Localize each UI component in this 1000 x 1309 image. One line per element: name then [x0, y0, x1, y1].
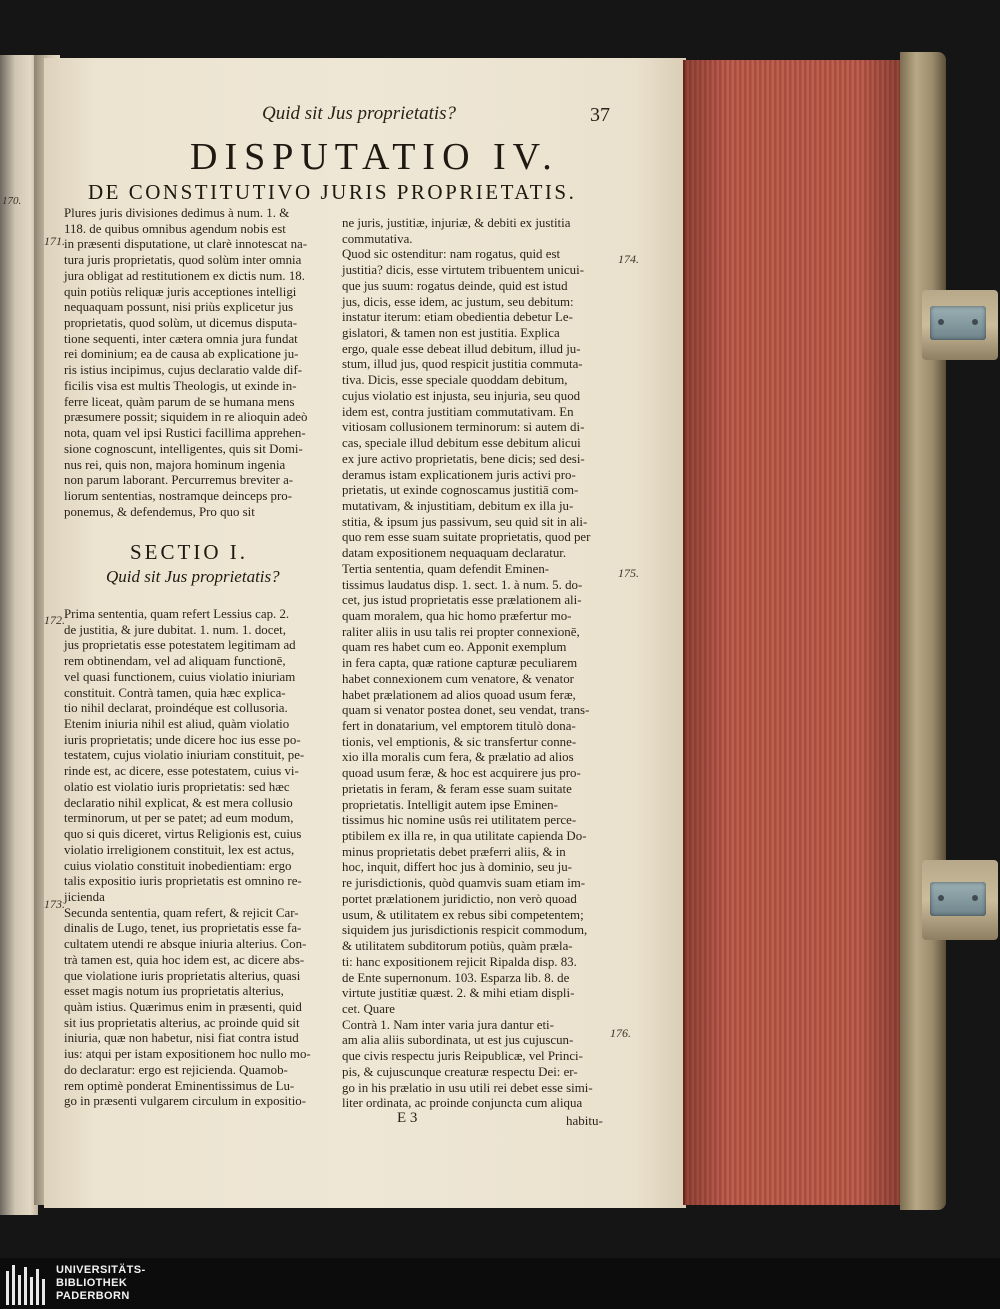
text-line: datam expositionem nequaquam declaratur.	[342, 546, 567, 561]
text-line: Plures juris divisiones dedimus à num. 1. &	[64, 206, 290, 220]
text-line: rinde est, ac dicere, esse potestatem, cuius vi-	[64, 764, 299, 779]
text-line: hoc, inquit, differt hoc jus à dominio, seu ju-	[342, 860, 572, 875]
text-line: testatem, cujus violatio iniuriam constituit, pe-	[64, 748, 305, 763]
text-line: ptibilem ex illa re, in qua utilitate capienda Do-	[342, 829, 587, 844]
text-line: nus rei, quis non, majora hominum ingenia	[64, 457, 286, 472]
text-line: violatio irreligionem constituit, lex est actus,	[64, 842, 295, 857]
text-line: sione cognoscunt, intelligentes, quis sit Domi-	[64, 441, 303, 456]
text-line: rei dominium; ea de causa ab explicatione ju-	[64, 347, 299, 362]
text-line: que civis respectu juris Reipublicæ, vel Princi-	[342, 1049, 583, 1064]
page-block-shadow	[683, 60, 905, 1205]
text-line: prietatis, ut exinde cognoscamus justitiā com-	[342, 483, 579, 498]
text-line: in fera capta, quæ ratione capturæ peculiarem	[342, 656, 578, 671]
text-line: sit ius proprietatis alterius, ac proinde quid sit	[64, 1015, 300, 1030]
margin-number: 173.	[44, 897, 65, 911]
text-line: rem obtinendam, vel ad aliquam functionē,	[64, 654, 286, 669]
text-line: ti: hanc expositionem rejicit Ripalda disp. 83.	[342, 954, 577, 969]
upper-clasp-plate	[930, 306, 986, 340]
text-line: constituit. Contrà tamen, quia hæc explica-	[64, 685, 286, 700]
text-line: tiva. Dicis, esse speciale quoddam debitum,	[342, 373, 568, 388]
text-line: ex jure activo proprietatis, bene dicis; sed desi-	[342, 451, 585, 466]
text-line: siquidem jus jurisdictionis respicit commodum,	[342, 923, 588, 938]
text-line: terminorum, ut per se patet; ad eum modum,	[64, 811, 294, 826]
text-line: go in his prælatio in usu utili rei debet esse simi-	[342, 1080, 593, 1095]
text-line: ergo, quale esse debeat illud debitum, illud ju-	[342, 341, 581, 356]
text-line: Secunda sententia, quam refert, & rejicit Car-	[64, 905, 299, 920]
text-line: ficilis visa est multis Theologis, ut exinde in-	[64, 378, 297, 393]
text-line: cujus violatio est injusta, seu injuria, seu quod	[342, 388, 581, 403]
text-line: tione sequenti, inter cætera omnia jura fundat	[64, 331, 298, 346]
text-line: ferre liceat, quàm parum de se humana mens	[64, 394, 295, 409]
text-line: vel quasi functionem, cuius violatio iniuriam	[64, 669, 296, 684]
signature-mark: E 3	[397, 1110, 418, 1126]
text-line: quàm istius. Quærimus enim in præsenti, quid	[64, 999, 302, 1014]
text-line: proprietatis, quod solùm, ut dicemus disputa-	[64, 316, 298, 331]
text-line: declaratio nihil explicat, & est mera collusio	[64, 795, 293, 810]
text-line: go in præsenti vulgarem circulum in expositio-	[64, 1094, 307, 1109]
library-logo-icon	[6, 1263, 50, 1305]
text-line: Quod sic ostenditur: nam rogatus, quid est	[342, 247, 561, 262]
text-line: prietatis in feram, & feram esse suam suitate	[342, 781, 572, 796]
text-line: gislatori, & tamen non est justitia. Explica	[342, 326, 560, 341]
text-line: instatur iterum: etiam obedientia debetur Le-	[342, 310, 573, 325]
text-line: esset magis notum ius proprietatis alterius,	[64, 984, 284, 999]
margin-number: 176.	[610, 1026, 631, 1040]
text-line: Etenim iniuria nihil est aliud, quàm violatio	[64, 717, 290, 732]
text-line: iuris proprietatis; unde dicere hoc ius esse po-	[64, 732, 301, 747]
text-line: pis, & cujuscunque creaturæ respectu Dei: er-	[342, 1064, 578, 1079]
disputation-subtitle: DE CONSTITUTIVO JURIS PROPRIETATIS.	[88, 180, 577, 204]
text-line: commutativa.	[342, 231, 413, 246]
text-line: habet connexionem cum venatore, & venator	[342, 671, 574, 686]
text-line: quin potiùs reliquæ juris acceptiones intelligi	[64, 284, 297, 299]
text-line: am alia aliis subordinata, ut est jus cujuscun-	[342, 1033, 574, 1048]
text-line: ponemus, & defendemus, Pro quo sit	[64, 504, 255, 519]
library-logo-text	[56, 1264, 146, 1303]
text-line: tura juris proprietatis, quod solùm inter omnia	[64, 253, 302, 268]
text-line: quam si venator postea donet, seu vendat, trans-	[342, 703, 590, 718]
text-line: nota, quam vel ipsi Rustici facillima apprehen-	[64, 426, 306, 441]
text-line: Contrà 1. Nam inter varia jura dantur eti-	[342, 1017, 554, 1032]
text-line: cultatem utendi re absque iniuria alterius. Con-	[64, 937, 307, 952]
text-line: tionis, vel emptionis, & sic transfertur conne-	[342, 734, 577, 749]
text-line: jura obligat ad restitutionem ex dictis num. 18.	[64, 268, 305, 283]
column-b	[342, 216, 608, 1112]
margin-number: 171.	[44, 234, 65, 248]
text-line: deramus istam explicationem juris activi pro-	[342, 467, 576, 482]
book-cover-edge	[900, 52, 946, 1210]
text-line: ius: atqui per istam expositionem hoc nullo mo-	[64, 1047, 311, 1062]
text-line: cet. Quare	[342, 1001, 395, 1016]
text-line: & utilitatem subditorum potiùs, quàm præla-	[342, 939, 573, 954]
text-line: mutativam, & injustitiam, debitum ex illa ju-	[342, 498, 574, 513]
text-line: cas, speciale illud debitum esse debitum alicui	[342, 436, 581, 451]
text-line: jicienda	[64, 889, 105, 904]
text-line: raliter aliis in usu talis rei propter connexionē,	[342, 624, 580, 639]
page-number: 37	[590, 104, 610, 126]
section-subheading: Quid sit Jus proprietatis?	[106, 567, 280, 586]
text-line: idem est, contra justitiam commutativam. En	[342, 404, 574, 419]
text-line: quo si quis diceret, virtus Religionis est, cuius	[64, 827, 302, 842]
text-line: 118. de quibus omnibus agendum nobis est	[64, 221, 286, 236]
left-page-margin-number: 170.	[2, 195, 22, 207]
text-line: iniuria, quæ non habetur, nisi fiat contra istud	[64, 1031, 299, 1046]
text-line: stum, illud jus, quod respicit justitia commuta-	[342, 357, 583, 372]
text-line: olatio est violatio iuris proprietatis: sed hæc	[64, 779, 290, 794]
text-line: non parum laborant. Percurremus breviter a-	[64, 473, 294, 488]
text-line: do declaratur: ergo est rejicienda. Quamob-	[64, 1062, 288, 1077]
text-line: usum, & utilitatem ex rebus sibi competentem;	[342, 907, 584, 922]
section-heading: SECTIO I.	[130, 540, 248, 564]
text-line: jus, dicis, esse idem, ac justum, seu debitum:	[342, 294, 574, 309]
logo-line: UNIVERSITÄTS-	[56, 1264, 146, 1276]
margin-number: 175.	[618, 566, 639, 580]
text-line: in præsenti disputatione, ut clarè innotescat na-	[64, 237, 308, 252]
text-line: Tertia sententia, quam defendit Eminen-	[342, 561, 550, 576]
text-line: quam moralem, qua hic homo præfertur mo-	[342, 608, 572, 623]
text-line: stitia, & ipsum jus passivum, seu quid sit in ali-	[342, 514, 588, 529]
left-page-edge	[0, 55, 38, 1215]
text-line: cet, jus istud proprietatis esse prælationem ali-	[342, 593, 582, 608]
text-line: xio illa moralis cum fera, & prælatio ad alios	[342, 750, 574, 765]
text-line: jus proprietatis esse potestatem legitimam ad	[64, 638, 296, 653]
text-line: que jus suum: rogatus deinde, quid est istud	[342, 278, 568, 293]
column-a-section	[64, 607, 324, 1110]
text-line: fert in donatarium, vel emptorem titulò dona-	[342, 719, 576, 733]
text-line: rem optimè ponderat Eminentissimus de Lu-	[64, 1078, 295, 1093]
text-line: de Ente supernonum. 103. Esparza lib. 8. de	[342, 970, 570, 985]
text-line: virtute justitiæ quæst. 2. & mihi etiam displi-	[342, 986, 575, 1001]
margin-number: 174.	[618, 252, 639, 266]
text-line: quam res habet cum eo. Apponit exemplum	[342, 640, 567, 655]
lower-clasp	[922, 860, 998, 940]
text-line: liorum sententias, nostramque deinceps pro-	[64, 488, 293, 503]
text-line: vitiosam collusionem terminorum: si autem di-	[342, 420, 585, 435]
text-line: dinalis de Lugo, tenet, ius proprietatis esse fa-	[64, 921, 302, 936]
logo-line: PADERBORN	[56, 1290, 130, 1302]
text-line: nequaquam possunt, nisi priùs explicetur jus	[64, 300, 294, 315]
text-line: ne juris, justitiæ, injuriæ, & debiti ex justitia	[342, 216, 571, 230]
text-line: quoad usum feræ, & hoc est acquirere jus pro-	[342, 766, 581, 781]
text-line: justitia? dicis, esse virtutem tribuentem unicui-	[342, 263, 585, 278]
running-head: Quid sit Jus proprietatis?	[262, 103, 457, 124]
disputation-title: DISPUTATIO IV.	[190, 136, 559, 178]
text-line: præsumere possit; siquidem in re alioquin adeò	[64, 410, 308, 425]
column-a-intro	[64, 206, 324, 520]
text-line: de justitia, & jure dubitat. 1. num. 1. docet,	[64, 622, 286, 637]
logo-line: BIBLIOTHEK	[56, 1277, 128, 1289]
catchword: habitu-	[566, 1113, 603, 1128]
text-line: trà tamen est, quia hoc idem est, ac dicere abs-	[64, 952, 305, 967]
text-line: tio nihil declarat, proindéque est collusoria.	[64, 701, 288, 716]
margin-number: 172.	[44, 613, 65, 627]
text-line: proprietatis. Intelligit autem ipse Eminen-	[342, 797, 558, 812]
text-line: cuius violatio constituit inobedientiam: ergo	[64, 858, 292, 873]
text-line: liter ordinata, ac proinde conjuncta cum aliqua	[342, 1096, 583, 1111]
text-line: Prima sententia, quam refert Lessius cap. 2.	[64, 607, 290, 621]
text-line: talis expositio iuris proprietatis est omnino re-	[64, 874, 302, 889]
text-line: que violatione iuris proprietatis alterius, quasi	[64, 968, 301, 983]
library-footer	[0, 1258, 1000, 1309]
text-line: quo rem esse suam suitate proprietatis, quod per	[342, 530, 591, 545]
text-line: portet prælationem juridictio, non verò quoad	[342, 891, 577, 906]
text-line: re jurisdictionis, quòd quamvis suam etiam im-	[342, 876, 586, 891]
text-line: ris istius incipimus, cujus declaratio valde dif-	[64, 363, 303, 378]
text-line: habet prælationem ad alios quoad usum feræ,	[342, 687, 576, 702]
text-line: tissimus hic nomine usûs rei utilitatem perce-	[342, 813, 577, 828]
text-line: tissimus laudatus disp. 1. sect. 1. à num. 5. do-	[342, 577, 583, 592]
upper-clasp	[922, 290, 998, 360]
text-line: minus proprietatis debet præferri aliis, & in	[342, 844, 566, 859]
lower-clasp-plate	[930, 882, 986, 916]
